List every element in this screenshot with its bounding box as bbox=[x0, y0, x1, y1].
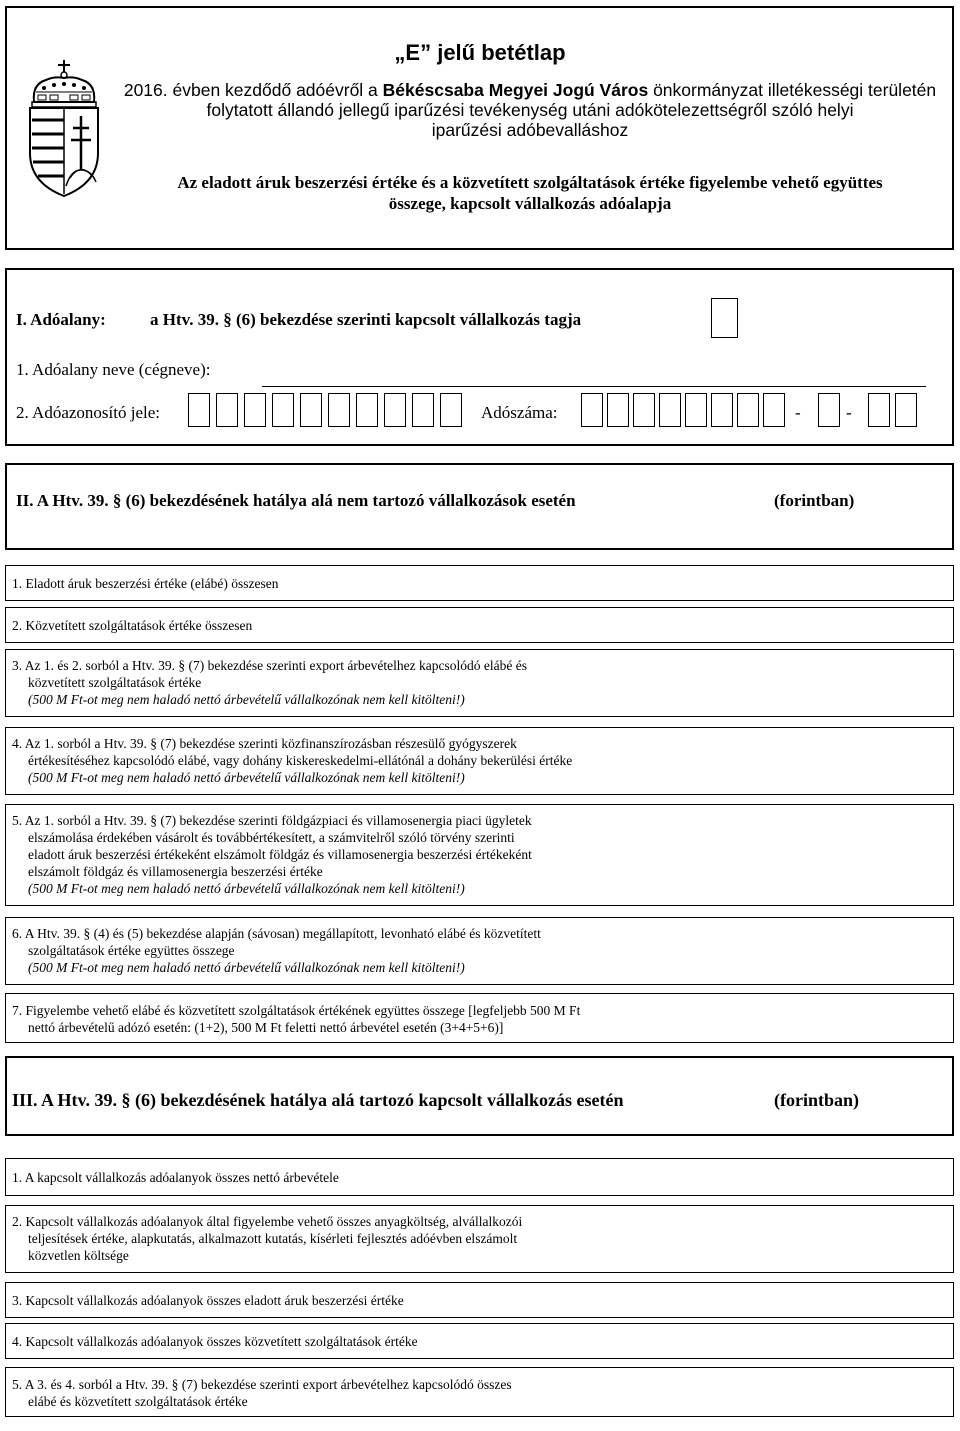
taxid-digit-box[interactable] bbox=[440, 393, 462, 427]
taxnum-label: Adószáma: bbox=[481, 403, 558, 422]
coat-of-arms-icon bbox=[24, 58, 104, 198]
table-row[interactable]: 2. Kapcsolt vállalkozás adóalanyok által figyelembe vehető összes anyagköltség, alvállalkozói teljesítések értéke, alapkutatás, alkalmazott kutatás, kísérleti fejlesztés adóévben elszámolt közvetlen költsége bbox=[5, 1205, 954, 1273]
taxid-digit-box[interactable] bbox=[356, 393, 378, 427]
taxid-digit-box[interactable] bbox=[216, 393, 238, 427]
taxid-input[interactable] bbox=[188, 393, 473, 429]
taxid-digit-box[interactable] bbox=[384, 393, 406, 427]
form-subtitle: Az eladott áruk beszerzési értéke és a közvetített szolgáltatások értéke figyelembe vehető együttes összege, kapcsolt vállalkozás adóalapja bbox=[177, 173, 883, 213]
section-3-heading: III. A Htv. 39. § (6) bekezdésének hatálya alá tartozó kapcsolt vállalkozás esetén bbox=[12, 1090, 624, 1110]
taxnum-input[interactable] bbox=[581, 393, 791, 429]
section-1-label: I. Adóalany: bbox=[16, 310, 106, 329]
section-1-statement: a Htv. 39. § (6) bekezdése szerinti kapcsolt vállalkozás tagja bbox=[150, 310, 582, 329]
taxnum-digit-box[interactable] bbox=[581, 393, 603, 427]
taxid-digit-box[interactable] bbox=[188, 393, 210, 427]
related-company-checkbox[interactable] bbox=[711, 298, 738, 338]
taxnum-digit-box[interactable] bbox=[607, 393, 629, 427]
section-2-unit: (forintban) bbox=[774, 491, 855, 510]
taxnum-digit-box[interactable] bbox=[685, 393, 707, 427]
taxnum-digit-box[interactable] bbox=[711, 393, 733, 427]
taxid-label: 2. Adóazonosító jele: bbox=[16, 403, 161, 422]
taxid-digit-box[interactable] bbox=[244, 393, 266, 427]
table-row[interactable]: 3. Az 1. és 2. sorból a Htv. 39. § (7) bekezdése szerinti export árbevételhez kapcsolódó elábé és közvetített szolgáltatások értéke (500 M Ft-ot meg nem haladó nettó árbevételű vállalkozónak nem kell kitölteni!) bbox=[5, 649, 954, 717]
taxid-digit-box[interactable] bbox=[300, 393, 322, 427]
table-row[interactable]: 1. A kapcsolt vállalkozás adóalanyok összes nettó árbevétele bbox=[5, 1158, 954, 1196]
taxnum-dash-2: - bbox=[846, 403, 852, 422]
taxnum-digit-box[interactable] bbox=[737, 393, 759, 427]
taxnum-dash-1: - bbox=[795, 403, 801, 422]
table-row[interactable]: 4. Az 1. sorból a Htv. 39. § (7) bekezdése szerinti közfinanszírozásban részesülő gyógyszerek értékesítéséhez kapcsolódó elábé, vagy dohány kiskereskedelmi-ellátónál a dohány bekerülési értéke (500 M Ft-ot meg nem haladó nettó árbevételű vállalkozónak nem kell kitölteni!) bbox=[5, 727, 954, 795]
taxnum-digit-box[interactable] bbox=[868, 393, 890, 427]
table-row[interactable]: 4. Kapcsolt vállalkozás adóalanyok összes közvetített szolgáltatások értéke bbox=[5, 1323, 954, 1359]
intro-text bbox=[100, 80, 960, 140]
name-label: 1. Adóalany neve (cégneve): bbox=[16, 360, 211, 379]
table-row[interactable]: 3. Kapcsolt vállalkozás adóalanyok összes eladott áruk beszerzési értéke bbox=[5, 1282, 954, 1318]
intro-line-1: 2016. évben kezdődő adóévről a Békéscsaba Megyei Jogú Város önkormányzat illetékességi területén bbox=[123, 80, 937, 100]
intro-line-3: iparűzési adóbevalláshoz bbox=[431, 120, 629, 140]
taxnum-digit-box[interactable] bbox=[633, 393, 655, 427]
table-row[interactable]: 1. Eladott áruk beszerzési értéke (elábé) összesen bbox=[5, 565, 954, 601]
name-input-line[interactable] bbox=[262, 385, 926, 387]
section-2-heading: II. A Htv. 39. § (6) bekezdésének hatálya alá nem tartozó vállalkozások esetén bbox=[16, 491, 576, 510]
taxnum-digit-box[interactable] bbox=[895, 393, 917, 427]
taxid-digit-box[interactable] bbox=[328, 393, 350, 427]
table-row[interactable]: 5. Az 1. sorból a Htv. 39. § (7) bekezdése szerinti földgázpiaci és villamosenergia piaci ügyletek elszámolása érdekében vásárolt és továbbértékesített, a számvitelről szóló törvény szerinti eladott áruk beszerzési értékeként elszámolt földgáz és villamosenergia beszerzési értékeként elszámolt földgáz és villamosenergia beszerzési értéke (500 M Ft-ot meg nem haladó nettó árbevételű vállalkozónak nem kell kitölteni!) bbox=[5, 804, 954, 906]
section-3-unit: (forintban) bbox=[774, 1090, 859, 1110]
taxnum-digit-box[interactable] bbox=[763, 393, 785, 427]
form-title: „E” jelű betétlap bbox=[394, 40, 566, 65]
taxnum-digit-box[interactable] bbox=[818, 393, 840, 427]
table-row[interactable]: 5. A 3. és 4. sorból a Htv. 39. § (7) bekezdése szerinti export árbevételhez kapcsolódó összes elábé és közvetített szolgáltatások értéke bbox=[5, 1367, 954, 1417]
table-row[interactable]: 6. A Htv. 39. § (4) és (5) bekezdése alapján (sávosan) megállapított, levonható elábé és közvetített szolgáltatások értéke együttes összege (500 M Ft-ot meg nem haladó nettó árbevételű vállalkozónak nem kell kitölteni!) bbox=[5, 917, 954, 985]
table-row[interactable]: 7. Figyelembe vehető elábé és közvetített szolgáltatások értékének együttes összege [legfeljebb 500 M Ft nettó árbevételű adózó esetén: (1+2), 500 M Ft feletti nettó árbevétel esetén (3+4+5+6)] bbox=[5, 993, 954, 1043]
taxnum-digit-box[interactable] bbox=[659, 393, 681, 427]
table-row[interactable]: 2. Közvetített szolgáltatások értéke összesen bbox=[5, 607, 954, 643]
taxid-digit-box[interactable] bbox=[272, 393, 294, 427]
intro-line-2: folytatott állandó jellegű iparűzési tevékenység utáni adókötelezettségről szóló helyi bbox=[206, 100, 854, 120]
taxid-digit-box[interactable] bbox=[412, 393, 434, 427]
